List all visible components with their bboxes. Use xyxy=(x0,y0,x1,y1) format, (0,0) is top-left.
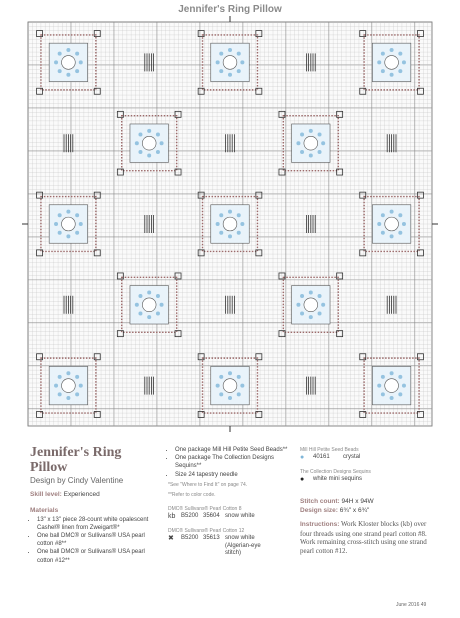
pattern-info xyxy=(30,445,150,565)
list-item: • One package Mill Hill Petite Seed Beads** xyxy=(175,446,288,454)
materials-heading: Materials xyxy=(30,507,59,515)
stitch-count: Stitch count: 94H x 94W Design size: 6¾" x 6¾" xyxy=(300,498,374,515)
footnote-1: *See "Where to Find It" on page 74. xyxy=(168,481,248,488)
sequins-header: The Collection Designs Sequins xyxy=(300,468,371,475)
page-folio: June 2016 49 xyxy=(396,602,427,608)
beads-header: Mill Hill Petite Seed Beads xyxy=(300,447,359,453)
kloster-symbol: kb xyxy=(168,513,176,521)
key-row: kb B5200 35604 snow white xyxy=(168,513,255,521)
skill-label: Skill level: xyxy=(30,491,62,499)
list-item: • One package The Collection Designs Sequins** xyxy=(175,454,288,470)
footnote-2: **Refer to color code. xyxy=(168,492,216,499)
page-title: Jennifer's Ring Pillow xyxy=(178,4,282,15)
key-row: ✖ B5200 35613 snow white (Algerian-eye stitch) xyxy=(168,535,261,557)
sequin-symbol-icon: ● xyxy=(300,475,305,483)
materials-list xyxy=(30,516,150,565)
key-and-instructions xyxy=(300,446,430,555)
key-row: ● 40161 crystal xyxy=(300,454,361,462)
list-item: • One ball DMC® or Sullivans® USA pearl cotton #8** xyxy=(37,532,150,548)
pattern-title: Jennifer's Ring Pillow xyxy=(30,445,122,475)
materials-list-2 xyxy=(168,446,288,479)
bead-symbol-icon: ● xyxy=(300,454,305,462)
skill-value: Experienced xyxy=(63,491,100,499)
list-item: • Size 24 tapestry needle xyxy=(175,471,288,479)
list-item: • One ball DMC® or Sullivans® USA pearl cotton #12** xyxy=(37,548,150,564)
key-row: ● white mini sequins xyxy=(300,475,363,483)
key-header-a: DMC® Sullivans® Pearl Cotton 8 xyxy=(168,506,242,513)
designer-credit: Design by Cindy Valentine xyxy=(30,476,124,485)
instructions: Instructions: Work Kloster blocks (kb) over four threads using one strand pearl cotton #8. Work remaining cross-stitch using one strand pearl cotton #12. xyxy=(300,520,427,555)
list-item: • 13" x 13" piece 28-count white opalescent Cashel® linen from Zweigart®* xyxy=(37,516,150,532)
cross-symbol-icon: ✖ xyxy=(168,535,174,543)
key-header-b: DMC® Sullivans® Pearl Cotton 12 xyxy=(168,527,245,534)
materials-continued xyxy=(168,446,288,558)
skill-level xyxy=(30,491,150,499)
